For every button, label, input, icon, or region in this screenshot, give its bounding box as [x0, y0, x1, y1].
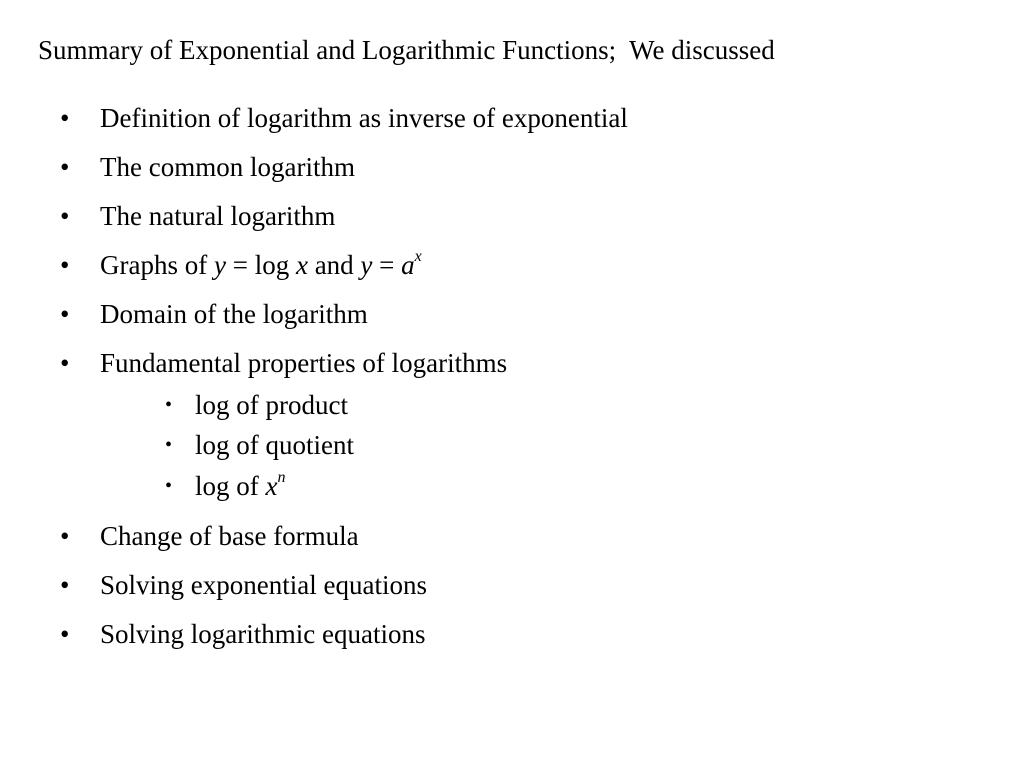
list-item-text: Definition of logarithm as inverse of exponential [100, 103, 628, 133]
graphs-prefix: Graphs of [100, 250, 214, 280]
list-item-text: Domain of the logarithm [100, 299, 368, 329]
exponent-n: n [277, 469, 286, 486]
exponent-x: x [414, 248, 422, 265]
sub-bullet-icon: • [165, 434, 173, 456]
bullet-icon: • [60, 299, 70, 329]
bullet-icon: • [60, 152, 70, 182]
log-of-prefix: log of [195, 471, 266, 501]
bullet-icon: • [60, 103, 70, 133]
sub-list-item-text: log of quotient [195, 430, 354, 460]
variable-x: x [265, 471, 278, 501]
bullet-icon: • [60, 619, 70, 649]
variable-y: y [213, 250, 226, 280]
bullet-icon: • [60, 348, 70, 378]
equals-log: = log [225, 250, 296, 280]
list-item-text [100, 245, 422, 285]
variable-a: a [401, 250, 415, 280]
slide-title: Summary of Exponential and Logarithmic Functions; We discussed [38, 35, 775, 65]
bullet-icon: • [60, 250, 70, 280]
bullet-icon: • [60, 570, 70, 600]
bullet-icon: • [60, 201, 70, 231]
equals: = [372, 250, 402, 280]
list-item-text: The natural logarithm [100, 201, 336, 231]
variable-x: x [295, 250, 308, 280]
sub-list-item-text: log of product [195, 390, 348, 420]
conjunction: and [307, 250, 361, 280]
list-item-text: The common logarithm [100, 152, 355, 182]
bullet-icon: • [60, 521, 70, 551]
list-item-text: Change of base formula [100, 521, 359, 551]
sub-bullet-icon: • [165, 394, 173, 416]
sub-list-item-text [195, 466, 285, 506]
list-item-text: Solving logarithmic equations [100, 619, 426, 649]
variable-y: y [360, 250, 373, 280]
sub-bullet-icon: • [165, 475, 173, 497]
list-item-text: Fundamental properties of logarithms [100, 348, 508, 378]
list-item-text: Solving exponential equations [100, 570, 427, 600]
